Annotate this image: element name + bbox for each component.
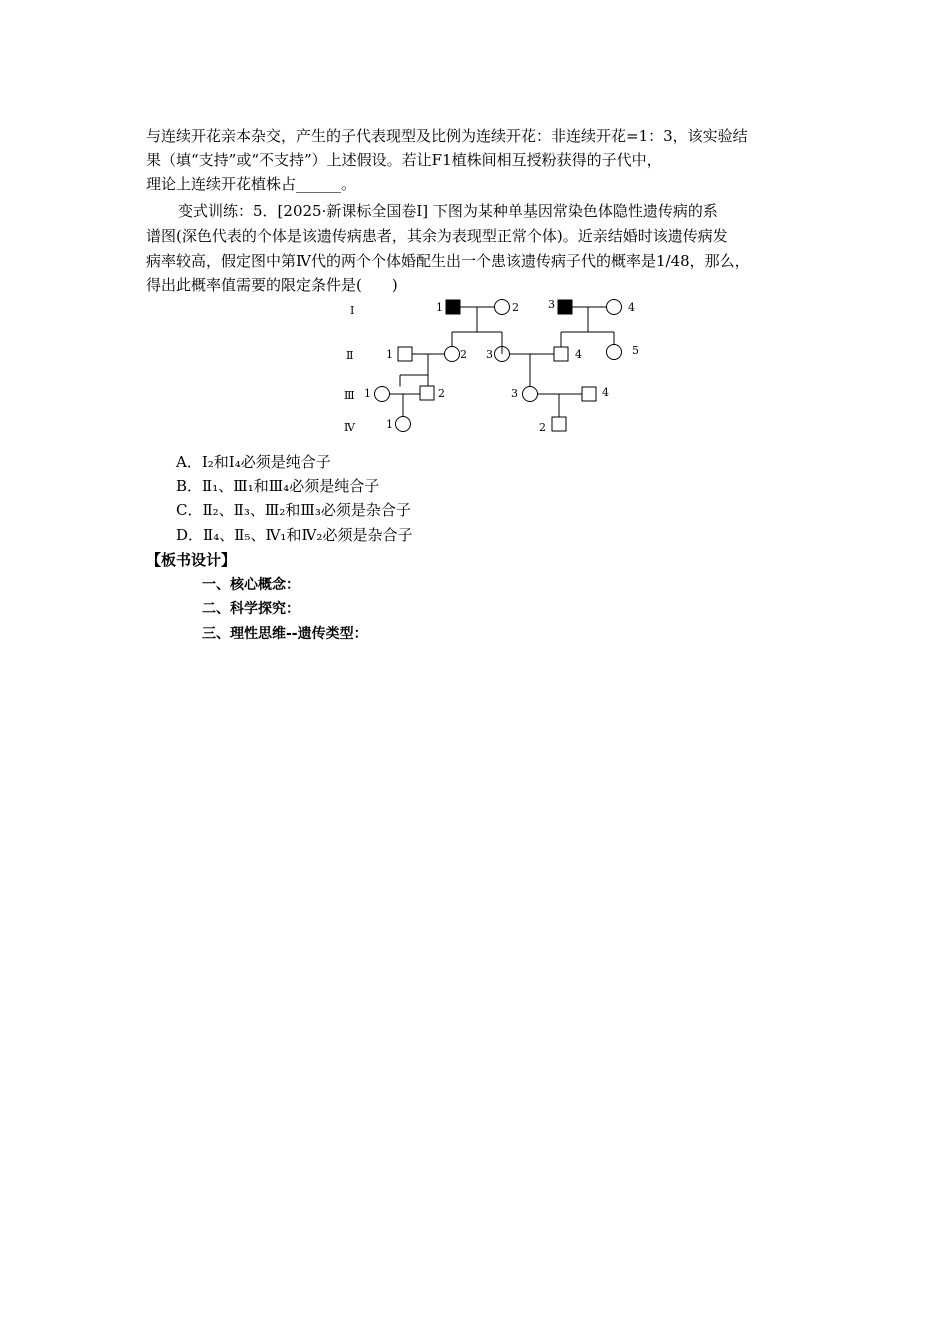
generation-label: Ⅳ	[344, 421, 355, 434]
individual-number: 4	[602, 386, 609, 399]
individual-number: 3	[511, 387, 518, 400]
individual-number: 1	[386, 348, 393, 361]
individual-number: 1	[364, 387, 371, 400]
individual-number: 3	[548, 298, 555, 311]
individual-III3	[523, 387, 538, 402]
individual-number: 2	[460, 348, 467, 361]
individual-III2	[420, 386, 434, 400]
board-item-3: 三、理性思维--遗传类型：	[202, 626, 368, 642]
individual-II4	[554, 347, 568, 361]
question-line: 谱图(深色代表的个体是该遗传病患者，其余为表现型正常个体)。近亲结婚时该遗传病发	[146, 227, 728, 245]
generation-label: Ⅰ	[350, 304, 355, 317]
generation-label: Ⅲ	[344, 389, 355, 402]
individual-IV2	[552, 417, 566, 431]
board-design-heading: 【板书设计】	[146, 551, 237, 569]
option-d: D．Ⅱ₄、Ⅱ₅、Ⅳ₁和Ⅳ₂必须是杂合子	[176, 526, 413, 544]
individual-II1	[398, 347, 412, 361]
individual-number: 1	[386, 418, 393, 431]
individual-number: 2	[539, 421, 546, 434]
board-item-1: 一、核心概念：	[202, 577, 300, 593]
pedigree-diagram	[330, 290, 650, 440]
individual-III1	[375, 387, 390, 402]
individual-II5	[607, 345, 622, 360]
paragraph-line: 与连续开花亲本杂交，产生的子代表现型及比例为连续开花：非连续开花=1：3，该实验结	[146, 127, 748, 145]
individual-III4	[582, 387, 596, 401]
option-a: A．Ⅰ₂和Ⅰ₄必须是纯合子	[176, 453, 331, 471]
individual-number: 2	[512, 301, 519, 314]
paragraph-line: 果（填“支持”或“不支持”）上述假设。若让F1植株间相互授粉获得的子代中，	[146, 151, 662, 169]
question-line: 得出此概率值需要的限定条件是( )	[146, 276, 398, 294]
individual-I2	[495, 300, 510, 315]
individual-number: 2	[438, 387, 445, 400]
individual-I4	[607, 300, 622, 315]
individual-IV1	[396, 417, 411, 432]
option-c: C．Ⅱ₂、Ⅱ₃、Ⅲ₂和Ⅲ₃必须是杂合子	[176, 501, 411, 519]
individual-I1	[446, 300, 460, 314]
individual-I3	[558, 300, 572, 314]
question-line: 变式训练：5．[2025·新课标全国卷Ⅰ] 下图为某种单基因常染色体隐性遗传病的系	[178, 202, 718, 220]
individual-II2	[445, 347, 460, 362]
individual-number: 1	[436, 301, 443, 314]
individual-number: 3	[486, 348, 493, 361]
individual-number: 4	[628, 301, 635, 314]
option-b: B．Ⅱ₁、Ⅲ₁和Ⅲ₄必须是纯合子	[176, 477, 380, 495]
paragraph-line: 理论上连续开花植株占______。	[146, 175, 357, 193]
question-line: 病率较高，假定图中第Ⅳ代的两个个体婚配生出一个患该遗传病子代的概率是1/48，那么，	[146, 252, 750, 270]
individual-number: 4	[575, 348, 582, 361]
generation-label: Ⅱ	[346, 349, 354, 362]
board-item-2: 二、科学探究：	[202, 601, 300, 617]
individual-number: 5	[632, 344, 639, 357]
